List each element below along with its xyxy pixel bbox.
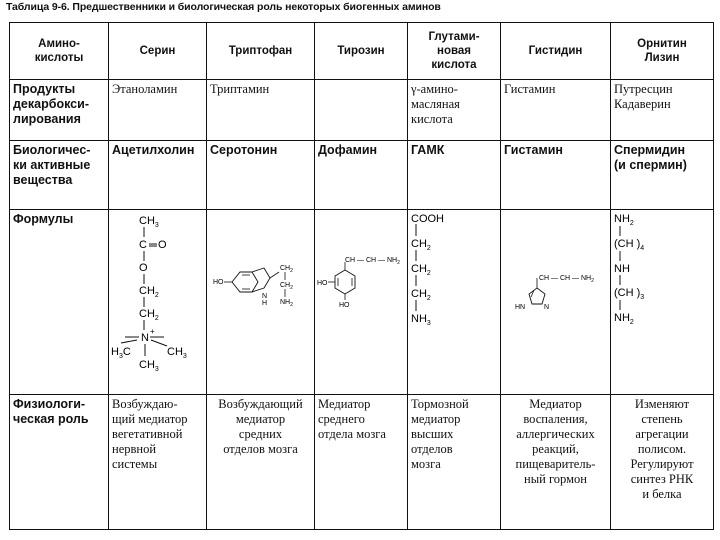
physio-cell: Тормозной медиатор высших отделов мозга xyxy=(408,395,501,530)
formula-acetylcholine xyxy=(109,210,207,395)
svg-text:(CH )3: (CH )$_3$ xyxy=(614,287,645,301)
svg-text:HO: HO xyxy=(213,279,224,286)
header-col-tryptophan: Триптофан xyxy=(207,23,315,80)
active-cell: Дофамин xyxy=(315,141,408,210)
formulas-label: Формулы xyxy=(10,210,109,395)
svg-text:H: H xyxy=(262,300,268,307)
physio-cell: Возбуждающий медиатор средних отделов мозга xyxy=(207,395,315,530)
header-col-histidine: Гистидин xyxy=(501,23,611,80)
header-col-serine: Серин xyxy=(109,23,207,80)
product-cell: Путресцин Кадаверин xyxy=(611,80,714,141)
active-cell: Спермидин (и спермин) xyxy=(611,141,714,210)
svg-text:CH3: $CH_3$ xyxy=(139,215,159,229)
svg-text:NH2: $NH_2$ xyxy=(614,213,634,227)
svg-text:NH2: $NH_2$ xyxy=(614,312,634,326)
products-row xyxy=(10,80,714,141)
formula-serotonin xyxy=(207,210,315,395)
physio-row xyxy=(10,395,714,530)
histamine-structure xyxy=(501,210,611,393)
header-col-glutamate: Глутами- новая кислота xyxy=(408,23,501,80)
svg-text:CH2: $CH_2$ xyxy=(411,288,431,302)
svg-text:H3C: $H_3C$ xyxy=(111,346,131,360)
physio-label: Физиологи- ческая роль xyxy=(10,395,109,530)
svg-text:CH2: $CH_2$ xyxy=(280,265,293,274)
formulas-row xyxy=(10,210,714,395)
physio-cell: Изменяют степень агрегации полисом. Регулируют синтез РНК и белка xyxy=(611,395,714,530)
svg-text:+: + xyxy=(150,327,155,336)
svg-text:CH3: $CH_3$ xyxy=(167,346,187,360)
header-row xyxy=(10,23,714,80)
svg-text:CH2: $CH_2$ xyxy=(139,308,159,322)
svg-text:CH — CH — NH2: CH — CH — $NH_2$ xyxy=(345,257,400,266)
active-cell: Гистамин xyxy=(501,141,611,210)
svg-text:HO: HO xyxy=(317,280,328,287)
biogenic-amines-table xyxy=(9,22,714,530)
svg-text:NH3: $NH_3$ xyxy=(411,313,431,327)
svg-text:C: C xyxy=(139,239,147,251)
active-cell: Ацетилхолин xyxy=(109,141,207,210)
svg-text:HN: HN xyxy=(515,304,526,311)
active-label: Биологичес- ки активные вещества xyxy=(10,141,109,210)
svg-text:CH3: $CH_3$ xyxy=(139,359,159,373)
physio-cell: Возбуждаю- щий медиатор вегетативной нервной системы xyxy=(109,395,207,530)
svg-text:(CH )4: (CH )$_4$ xyxy=(614,238,645,252)
svg-text:CH2: $CH_2$ xyxy=(139,285,159,299)
product-cell xyxy=(315,80,408,141)
acetylcholine-structure xyxy=(109,210,207,393)
header-col-tyrosine: Тирозин xyxy=(315,23,408,80)
formula-gaba xyxy=(408,210,501,395)
svg-text:CH2: $CH_2$ xyxy=(280,282,293,291)
svg-text:N: N xyxy=(262,293,268,300)
physio-cell: Медиатор среднего отдела мозга xyxy=(315,395,408,530)
table-caption: Таблица 9-6. Предшественники и биологическая роль некоторых биогенных аминов xyxy=(6,1,441,13)
svg-text:NH2: $NH_2$ xyxy=(280,299,293,308)
product-cell: γ-амино- масляная кислота xyxy=(408,80,501,141)
svg-text:NH: NH xyxy=(614,263,630,275)
product-cell: Гистамин xyxy=(501,80,611,141)
header-col-ornithine-lysine: Орнитин Лизин xyxy=(611,23,714,80)
product-cell: Этаноламин xyxy=(109,80,207,141)
svg-text:CH — CH — NH2: CH — CH — $NH_2$ xyxy=(539,275,594,284)
formula-histamine xyxy=(501,210,611,395)
header-row-label: Амино- кислоты xyxy=(10,23,109,80)
active-row xyxy=(10,141,714,210)
gaba-structure xyxy=(408,210,501,393)
svg-text:COOH: COOH xyxy=(411,213,444,225)
svg-text:O: O xyxy=(158,239,167,251)
serotonin-structure xyxy=(207,210,315,393)
svg-text:N: N xyxy=(141,332,149,344)
active-cell: ГАМК xyxy=(408,141,501,210)
active-cell: Серотонин xyxy=(207,141,315,210)
formula-spermidine xyxy=(611,210,714,395)
dopamine-structure xyxy=(315,210,408,393)
svg-text:O: O xyxy=(139,262,148,274)
svg-text:CH2: $CH_2$ xyxy=(411,263,431,277)
formula-dopamine xyxy=(315,210,408,395)
svg-text:CH2: $CH_2$ xyxy=(411,238,431,252)
physio-cell: Медиатор воспаления, аллергических реакций, пищеваритель- ный гормон xyxy=(501,395,611,530)
svg-text:N: N xyxy=(544,304,550,311)
svg-text:HO: HO xyxy=(339,302,350,309)
spermidine-structure xyxy=(611,210,714,393)
products-label: Продукты декарбокси- лирования xyxy=(10,80,109,141)
product-cell: Триптамин xyxy=(207,80,315,141)
